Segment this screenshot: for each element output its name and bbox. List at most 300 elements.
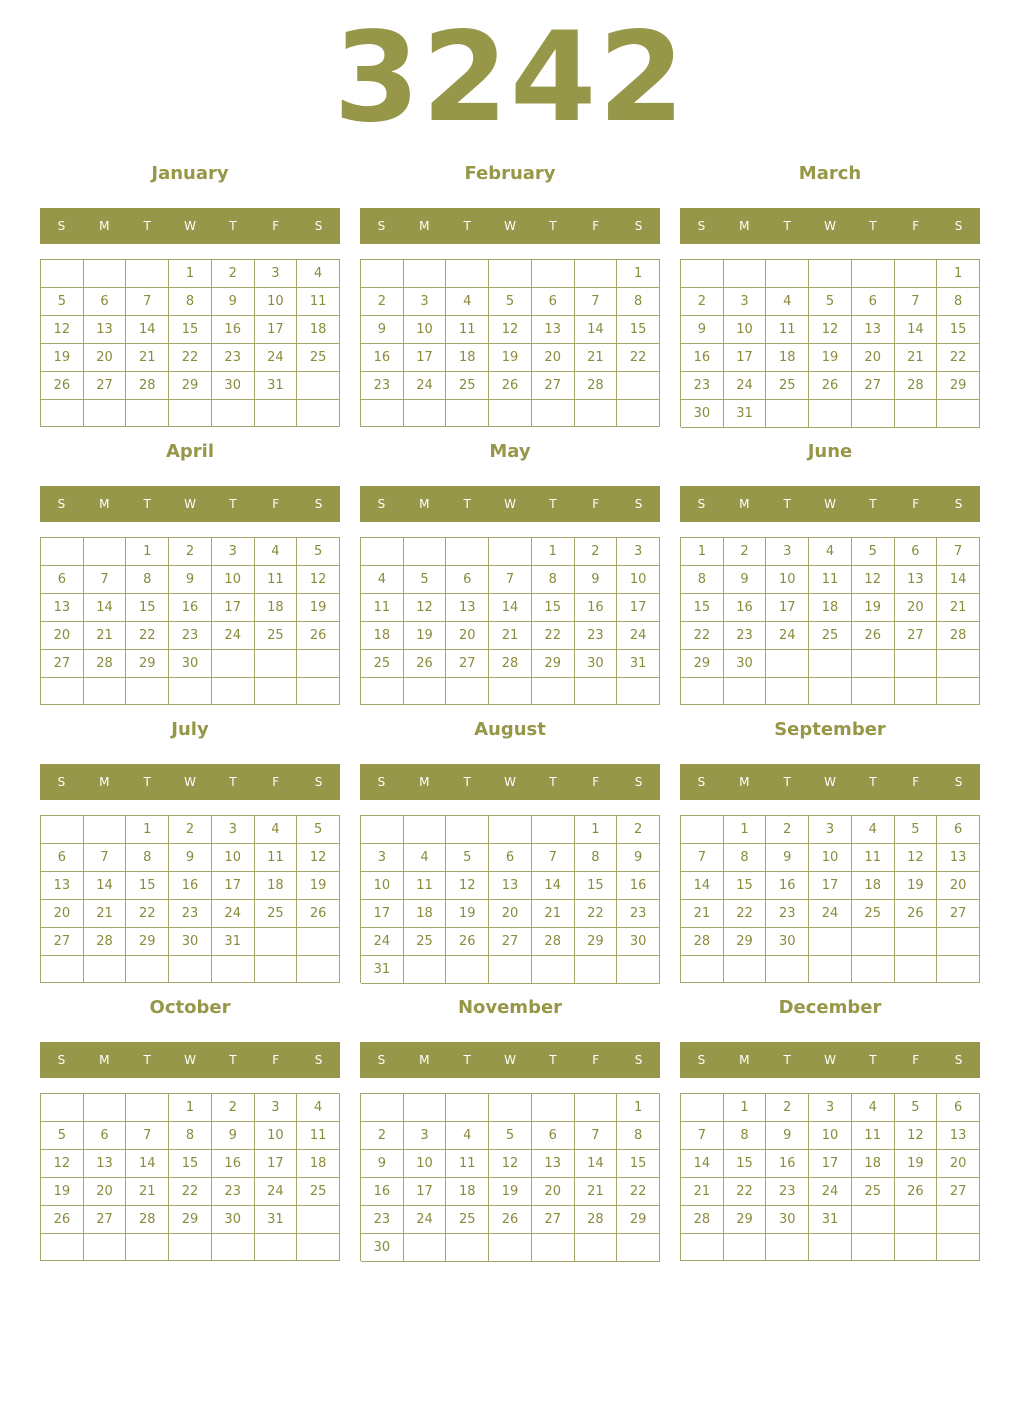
day-cell: 31 <box>361 956 404 984</box>
day-cell: 30 <box>766 928 809 956</box>
day-cell: 15 <box>617 1150 660 1178</box>
weekday-label: T <box>549 775 557 789</box>
empty-cell <box>446 1234 489 1262</box>
day-cell: 4 <box>255 816 298 844</box>
weekday-header <box>40 764 340 800</box>
weekday-label: W <box>504 775 516 789</box>
day-cell: 8 <box>126 566 169 594</box>
day-cell: 28 <box>575 372 618 400</box>
day-cell: 8 <box>169 1122 212 1150</box>
day-cell: 29 <box>724 928 767 956</box>
day-cell: 20 <box>937 872 980 900</box>
day-cell: 7 <box>575 1122 618 1150</box>
day-cell: 21 <box>895 344 938 372</box>
day-cell: 18 <box>361 622 404 650</box>
day-cell: 11 <box>297 1122 340 1150</box>
day-cell: 6 <box>41 566 84 594</box>
weekday-label: T <box>463 1053 471 1067</box>
empty-cell <box>404 816 447 844</box>
day-cell: 3 <box>724 288 767 316</box>
day-cell: 12 <box>852 566 895 594</box>
day-cell: 15 <box>532 594 575 622</box>
day-cell: 18 <box>809 594 852 622</box>
day-cell: 15 <box>169 1150 212 1178</box>
day-cell: 22 <box>575 900 618 928</box>
weekday-label: F <box>912 497 920 511</box>
day-cell: 27 <box>937 1178 980 1206</box>
day-cell: 7 <box>84 566 127 594</box>
empty-cell <box>532 1234 575 1262</box>
empty-cell <box>809 928 852 956</box>
day-cell: 19 <box>404 622 447 650</box>
day-cell: 6 <box>489 844 532 872</box>
day-grid <box>40 537 340 705</box>
day-cell: 6 <box>937 1094 980 1122</box>
weekday-label: S <box>634 1053 643 1067</box>
empty-cell <box>766 678 809 705</box>
day-cell: 2 <box>681 288 724 316</box>
day-cell: 10 <box>255 288 298 316</box>
day-cell: 25 <box>852 1178 895 1206</box>
day-cell: 22 <box>681 622 724 650</box>
day-cell: 18 <box>852 872 895 900</box>
empty-cell <box>169 956 212 983</box>
empty-cell <box>255 400 298 427</box>
empty-cell <box>41 1234 84 1261</box>
day-cell: 20 <box>937 1150 980 1178</box>
day-cell: 23 <box>169 622 212 650</box>
day-cell: 30 <box>617 928 660 956</box>
day-cell: 6 <box>937 816 980 844</box>
day-cell: 14 <box>489 594 532 622</box>
day-cell: 16 <box>212 1150 255 1178</box>
weekday-label: T <box>229 219 237 233</box>
weekday-header <box>680 486 980 522</box>
day-cell: 29 <box>617 1206 660 1234</box>
empty-cell <box>361 400 404 427</box>
weekday-label: T <box>869 775 877 789</box>
day-cell: 7 <box>126 1122 169 1150</box>
empty-cell <box>361 678 404 705</box>
empty-cell <box>532 678 575 705</box>
day-cell: 25 <box>255 622 298 650</box>
day-grid <box>360 1093 660 1261</box>
day-cell: 23 <box>681 372 724 400</box>
day-cell: 2 <box>361 288 404 316</box>
day-cell: 20 <box>895 594 938 622</box>
empty-cell <box>809 260 852 288</box>
day-cell: 19 <box>489 344 532 372</box>
day-cell: 29 <box>937 372 980 400</box>
day-cell: 22 <box>169 1178 212 1206</box>
day-cell: 9 <box>766 1122 809 1150</box>
day-cell: 1 <box>575 816 618 844</box>
day-cell: 12 <box>297 566 340 594</box>
day-cell: 30 <box>681 400 724 428</box>
day-cell: 10 <box>766 566 809 594</box>
day-cell: 31 <box>724 400 767 428</box>
day-cell: 6 <box>532 288 575 316</box>
day-cell: 28 <box>126 372 169 400</box>
weekday-label: S <box>954 497 963 511</box>
day-cell: 8 <box>617 288 660 316</box>
day-cell: 3 <box>255 260 298 288</box>
day-cell: 24 <box>404 1206 447 1234</box>
day-cell: 5 <box>489 1122 532 1150</box>
month-name: July <box>171 719 209 740</box>
day-cell: 2 <box>724 538 767 566</box>
day-cell: 9 <box>361 1150 404 1178</box>
day-cell: 7 <box>681 844 724 872</box>
empty-cell <box>575 1094 618 1122</box>
day-cell: 27 <box>84 1206 127 1234</box>
weekday-header <box>360 208 660 244</box>
day-cell: 8 <box>724 844 767 872</box>
day-cell: 26 <box>895 1178 938 1206</box>
day-cell: 29 <box>169 372 212 400</box>
empty-cell <box>446 956 489 984</box>
day-cell: 20 <box>446 622 489 650</box>
weekday-label: W <box>504 219 516 233</box>
day-cell: 18 <box>297 316 340 344</box>
weekday-label: S <box>634 775 643 789</box>
empty-cell <box>532 1094 575 1122</box>
day-cell: 14 <box>575 316 618 344</box>
empty-cell <box>404 260 447 288</box>
day-cell: 26 <box>809 372 852 400</box>
empty-cell <box>126 400 169 427</box>
empty-cell <box>766 400 809 428</box>
day-cell: 10 <box>404 316 447 344</box>
day-cell: 1 <box>126 538 169 566</box>
empty-cell <box>852 1234 895 1261</box>
day-cell: 18 <box>297 1150 340 1178</box>
weekday-label: T <box>783 775 791 789</box>
empty-cell <box>297 650 340 678</box>
day-cell: 16 <box>169 872 212 900</box>
empty-cell <box>937 1234 980 1261</box>
day-grid <box>680 537 980 705</box>
empty-cell <box>809 1234 852 1261</box>
weekday-label: S <box>697 1053 706 1067</box>
empty-cell <box>895 956 938 983</box>
weekday-label: T <box>143 775 151 789</box>
day-cell: 24 <box>212 900 255 928</box>
day-cell: 5 <box>809 288 852 316</box>
day-cell: 10 <box>724 316 767 344</box>
empty-cell <box>766 650 809 678</box>
weekday-label: T <box>229 497 237 511</box>
day-cell: 16 <box>361 1178 404 1206</box>
day-cell: 6 <box>852 288 895 316</box>
empty-cell <box>255 928 298 956</box>
day-cell: 4 <box>297 260 340 288</box>
day-cell: 18 <box>766 344 809 372</box>
day-cell: 20 <box>84 344 127 372</box>
empty-cell <box>681 260 724 288</box>
weekday-header <box>40 486 340 522</box>
day-cell: 29 <box>169 1206 212 1234</box>
day-cell: 10 <box>255 1122 298 1150</box>
day-cell: 28 <box>681 1206 724 1234</box>
day-cell: 12 <box>895 844 938 872</box>
weekday-label: F <box>592 219 600 233</box>
day-cell: 20 <box>852 344 895 372</box>
month-name: November <box>457 997 563 1018</box>
day-cell: 15 <box>617 316 660 344</box>
empty-cell <box>212 1234 255 1261</box>
day-cell: 28 <box>532 928 575 956</box>
empty-cell <box>126 260 169 288</box>
day-cell: 23 <box>169 900 212 928</box>
weekday-label: S <box>697 775 706 789</box>
weekday-label: S <box>697 219 706 233</box>
weekday-label: T <box>463 497 471 511</box>
empty-cell <box>446 260 489 288</box>
empty-cell <box>297 400 340 427</box>
day-cell: 2 <box>575 538 618 566</box>
weekday-label: M <box>99 1053 110 1067</box>
empty-cell <box>41 538 84 566</box>
day-cell: 29 <box>126 928 169 956</box>
weekday-label: F <box>592 497 600 511</box>
weekday-label: M <box>419 219 430 233</box>
day-cell: 5 <box>446 844 489 872</box>
empty-cell <box>361 260 404 288</box>
day-cell: 11 <box>255 566 298 594</box>
weekday-label: S <box>954 775 963 789</box>
weekday-label: S <box>57 775 66 789</box>
day-cell: 4 <box>766 288 809 316</box>
empty-cell <box>84 678 127 705</box>
day-cell: 27 <box>446 650 489 678</box>
day-cell: 13 <box>41 872 84 900</box>
day-cell: 19 <box>446 900 489 928</box>
day-cell: 9 <box>361 316 404 344</box>
day-cell: 19 <box>41 344 84 372</box>
weekday-label: T <box>869 219 877 233</box>
day-cell: 17 <box>809 872 852 900</box>
empty-cell <box>255 678 298 705</box>
empty-cell <box>575 400 618 427</box>
day-cell: 16 <box>212 316 255 344</box>
weekday-label: T <box>549 219 557 233</box>
day-cell: 11 <box>809 566 852 594</box>
day-cell: 17 <box>361 900 404 928</box>
weekday-label: M <box>419 775 430 789</box>
day-cell: 29 <box>532 650 575 678</box>
empty-cell <box>41 956 84 983</box>
day-cell: 20 <box>532 1178 575 1206</box>
day-cell: 24 <box>809 1178 852 1206</box>
empty-cell <box>126 678 169 705</box>
day-cell: 26 <box>446 928 489 956</box>
day-cell: 9 <box>766 844 809 872</box>
day-cell: 12 <box>809 316 852 344</box>
day-cell: 28 <box>937 622 980 650</box>
day-cell: 10 <box>361 872 404 900</box>
empty-cell <box>126 1094 169 1122</box>
day-cell: 8 <box>575 844 618 872</box>
day-grid <box>360 815 660 983</box>
weekday-label: T <box>463 775 471 789</box>
day-cell: 2 <box>766 1094 809 1122</box>
empty-cell <box>297 678 340 705</box>
empty-cell <box>297 956 340 983</box>
day-cell: 20 <box>41 900 84 928</box>
empty-cell <box>937 678 980 705</box>
weekday-label: F <box>272 1053 280 1067</box>
month-name: October <box>149 997 231 1018</box>
empty-cell <box>937 928 980 956</box>
day-cell: 5 <box>404 566 447 594</box>
weekday-label: S <box>314 775 323 789</box>
day-cell: 19 <box>297 872 340 900</box>
month-name: March <box>798 163 862 184</box>
day-cell: 21 <box>575 344 618 372</box>
day-cell: 27 <box>895 622 938 650</box>
empty-cell <box>297 928 340 956</box>
weekday-label: T <box>869 1053 877 1067</box>
day-cell: 17 <box>809 1150 852 1178</box>
day-cell: 3 <box>404 1122 447 1150</box>
empty-cell <box>681 1234 724 1261</box>
day-cell: 12 <box>41 316 84 344</box>
weekday-label: M <box>739 775 750 789</box>
empty-cell <box>895 650 938 678</box>
day-cell: 4 <box>852 1094 895 1122</box>
weekday-label: W <box>824 219 836 233</box>
weekday-label: S <box>377 497 386 511</box>
weekday-label: W <box>504 1053 516 1067</box>
day-cell: 27 <box>532 372 575 400</box>
day-cell: 21 <box>681 900 724 928</box>
empty-cell <box>84 538 127 566</box>
day-cell: 3 <box>809 1094 852 1122</box>
weekday-label: S <box>314 497 323 511</box>
day-cell: 1 <box>937 260 980 288</box>
day-cell: 1 <box>532 538 575 566</box>
day-cell: 9 <box>681 316 724 344</box>
day-cell: 14 <box>937 566 980 594</box>
day-cell: 1 <box>681 538 724 566</box>
year-title: 3242 <box>333 6 687 150</box>
weekday-label: M <box>419 497 430 511</box>
empty-cell <box>446 678 489 705</box>
day-cell: 14 <box>126 1150 169 1178</box>
empty-cell <box>724 1234 767 1261</box>
empty-cell <box>532 956 575 984</box>
day-cell: 3 <box>766 538 809 566</box>
day-cell: 18 <box>255 594 298 622</box>
empty-cell <box>361 1094 404 1122</box>
day-cell: 24 <box>617 622 660 650</box>
day-cell: 7 <box>84 844 127 872</box>
day-cell: 28 <box>489 650 532 678</box>
empty-cell <box>212 678 255 705</box>
empty-cell <box>404 956 447 984</box>
day-cell: 11 <box>852 844 895 872</box>
day-cell: 14 <box>575 1150 618 1178</box>
empty-cell <box>41 1094 84 1122</box>
day-cell: 29 <box>126 650 169 678</box>
day-cell: 12 <box>895 1122 938 1150</box>
weekday-label: S <box>954 219 963 233</box>
day-cell: 13 <box>937 1122 980 1150</box>
day-cell: 6 <box>446 566 489 594</box>
month-name: June <box>807 441 853 462</box>
day-cell: 27 <box>84 372 127 400</box>
empty-cell <box>575 1234 618 1262</box>
empty-cell <box>809 956 852 983</box>
day-cell: 2 <box>617 816 660 844</box>
day-cell: 23 <box>361 372 404 400</box>
day-cell: 25 <box>361 650 404 678</box>
weekday-label: W <box>184 219 196 233</box>
day-cell: 27 <box>41 650 84 678</box>
day-cell: 24 <box>255 1178 298 1206</box>
day-cell: 23 <box>212 1178 255 1206</box>
day-cell: 31 <box>809 1206 852 1234</box>
day-cell: 10 <box>404 1150 447 1178</box>
day-cell: 4 <box>404 844 447 872</box>
day-cell: 21 <box>681 1178 724 1206</box>
day-cell: 13 <box>532 1150 575 1178</box>
weekday-label: T <box>229 775 237 789</box>
empty-cell <box>852 650 895 678</box>
day-cell: 25 <box>255 900 298 928</box>
day-cell: 21 <box>937 594 980 622</box>
day-cell: 14 <box>895 316 938 344</box>
day-cell: 29 <box>681 650 724 678</box>
empty-cell <box>489 400 532 427</box>
weekday-header <box>680 1042 980 1078</box>
day-cell: 28 <box>681 928 724 956</box>
day-cell: 7 <box>489 566 532 594</box>
day-cell: 10 <box>809 844 852 872</box>
day-cell: 11 <box>446 316 489 344</box>
day-cell: 4 <box>446 288 489 316</box>
month-name: August <box>474 719 546 740</box>
day-cell: 4 <box>361 566 404 594</box>
empty-cell <box>212 650 255 678</box>
day-cell: 30 <box>169 650 212 678</box>
day-cell: 20 <box>84 1178 127 1206</box>
weekday-label: M <box>99 219 110 233</box>
day-grid <box>680 259 980 427</box>
empty-cell <box>297 1206 340 1234</box>
day-cell: 4 <box>255 538 298 566</box>
empty-cell <box>41 260 84 288</box>
day-cell: 5 <box>297 816 340 844</box>
weekday-header <box>360 1042 660 1078</box>
day-cell: 12 <box>446 872 489 900</box>
day-cell: 14 <box>532 872 575 900</box>
weekday-label: T <box>869 497 877 511</box>
day-cell: 31 <box>255 372 298 400</box>
day-cell: 3 <box>212 816 255 844</box>
day-cell: 18 <box>404 900 447 928</box>
day-cell: 25 <box>297 344 340 372</box>
day-cell: 22 <box>724 900 767 928</box>
empty-cell <box>681 678 724 705</box>
day-cell: 24 <box>809 900 852 928</box>
weekday-label: S <box>314 219 323 233</box>
day-cell: 22 <box>126 622 169 650</box>
day-cell: 26 <box>297 900 340 928</box>
empty-cell <box>852 928 895 956</box>
day-cell: 26 <box>41 1206 84 1234</box>
